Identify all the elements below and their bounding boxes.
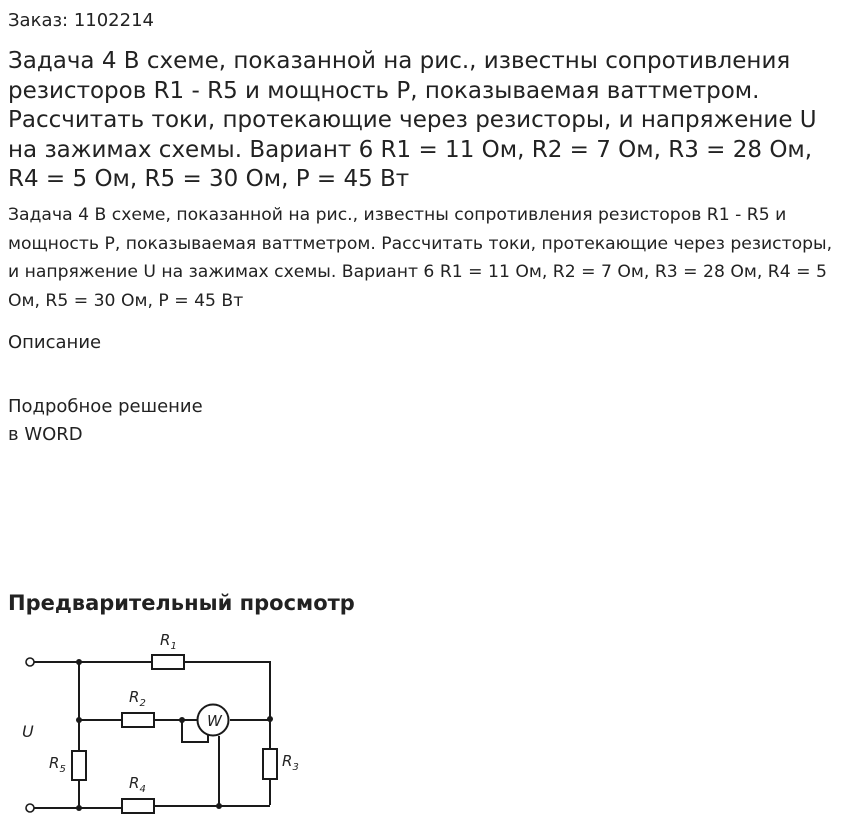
wattmeter-label: W <box>207 712 222 730</box>
voltage-label: U <box>22 722 34 741</box>
circuit-preview <box>8 622 318 828</box>
circuit-diagram <box>8 622 318 828</box>
description-line: Подробное решение <box>8 396 203 417</box>
junction <box>76 659 82 665</box>
resistor-r1 <box>152 655 184 669</box>
description-line: в WORD <box>8 424 83 445</box>
junction <box>76 805 82 811</box>
resistor-r3 <box>263 749 277 779</box>
junction <box>267 716 273 722</box>
label-r4: $R_4$ <box>129 774 146 795</box>
order-number: Заказ: 1102214 <box>8 10 154 31</box>
junction <box>179 717 185 723</box>
terminal-bottom <box>26 804 34 812</box>
resistor-r2 <box>122 713 154 727</box>
task-description: Задача 4 В схеме, показанной на рис., известны сопротивления резисторов R1 - R5 и мощность P, показываемая ваттметром. Рассчитать токи, протекающие через резисторы, и напряжение U на зажимах схемы. Вариант 6 R1 = 11 Ом, R2 = 7 Ом, R3 = 28 Ом, R4 = 5 Ом, R5 = 30 Ом, P = 45 Вт <box>8 205 833 311</box>
label-r3: $R_3$ <box>282 752 299 773</box>
terminal-top <box>26 658 34 666</box>
label-r1: $R_1$ <box>160 631 177 652</box>
label-r5: $R_5$ <box>49 754 66 775</box>
label-r2: $R_2$ <box>129 688 146 709</box>
preview-heading: Предварительный просмотр <box>8 591 355 615</box>
description-text <box>8 393 203 449</box>
task-title: Задача 4 В схеме, показанной на рис., известны сопротивления резисторов R1 - R5 и мощность P, показываемая ваттметром. Рассчитать токи, протекающие через резисторы, и напряжение U на зажимах схемы. Вариант 6 R1 = 11 Ом, R2 = 7 Ом, R3 = 28 Ом, R4 = 5 Ом, R5 = 30 Ом, P = 45 Вт <box>8 48 817 192</box>
junction <box>216 803 222 809</box>
resistor-r4 <box>122 799 154 813</box>
junction <box>76 717 82 723</box>
wire <box>34 806 270 808</box>
resistor-r5 <box>72 751 86 780</box>
description-heading: Описание <box>8 332 102 353</box>
